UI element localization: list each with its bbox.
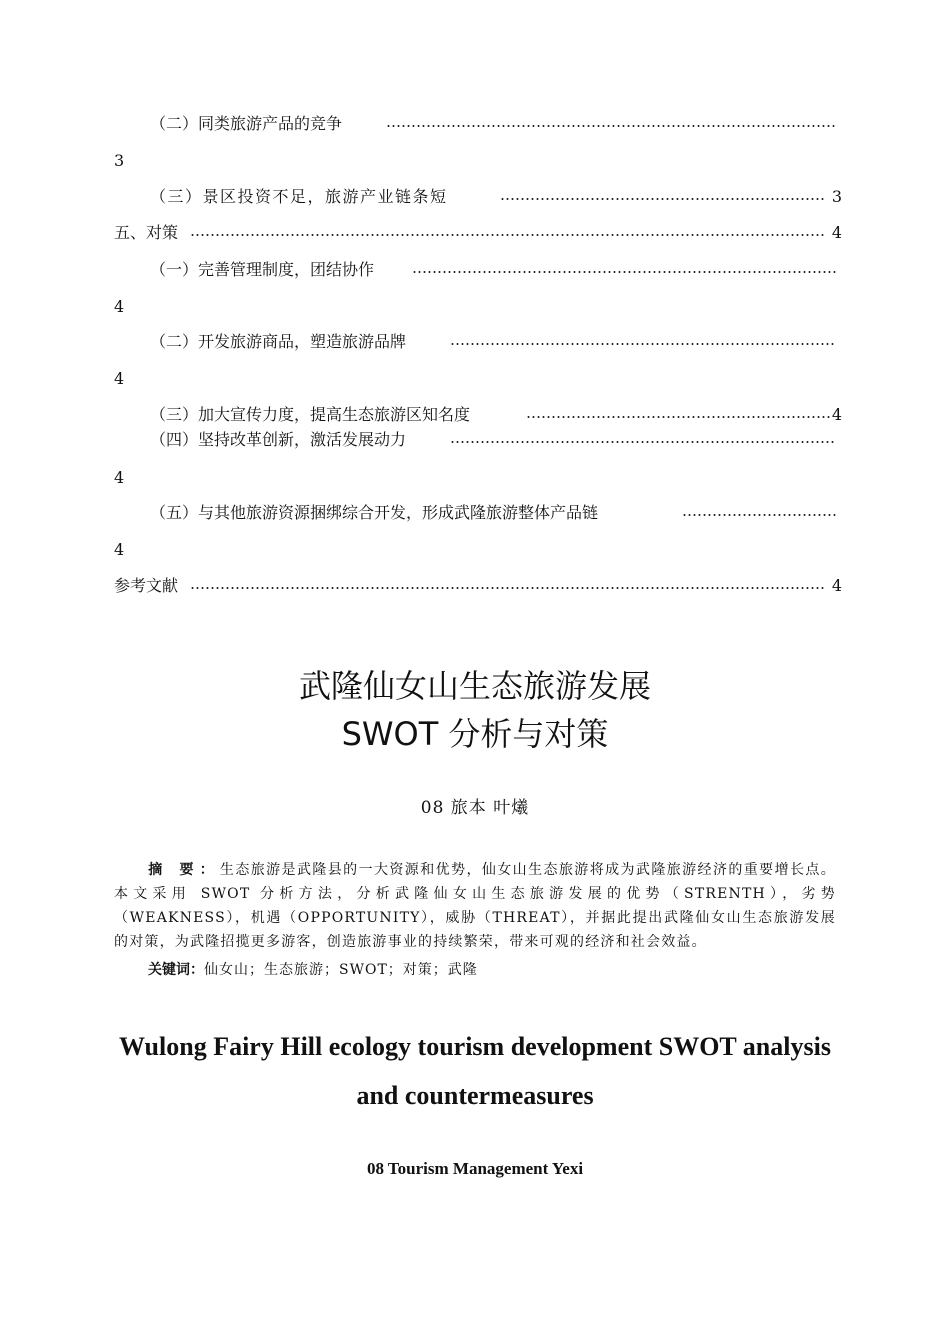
- abstract-zh: [114, 858, 836, 954]
- toc-entry-page: 4: [831, 405, 842, 424]
- paper-title-zh-line1: 武隆仙女山生态旅游发展: [298, 667, 651, 705]
- toc-entry[interactable]: [114, 222, 842, 244]
- toc-entry-page: 3: [114, 151, 125, 170]
- toc-entry-page: 4: [831, 576, 842, 595]
- toc-entry[interactable]: [150, 259, 836, 281]
- toc-leader-dots: [386, 113, 836, 135]
- toc-leader-dots: [450, 429, 836, 451]
- toc-leader-dots: [190, 575, 826, 597]
- toc-entry[interactable]: [150, 502, 836, 524]
- toc-entry[interactable]: [114, 575, 842, 597]
- toc-entry[interactable]: [150, 186, 842, 208]
- toc-entry-page: 3: [831, 187, 842, 206]
- keywords-text: 仙女山；生态旅游；SWOT；对策；武隆: [204, 962, 478, 978]
- toc-leader-dots: [526, 404, 830, 426]
- toc-entry-title: （三）加大宣传力度，提高生态旅游区知名度: [150, 405, 471, 424]
- toc-entry-page: 4: [831, 223, 842, 242]
- toc-entry-page: 4: [114, 540, 125, 559]
- toc-entry-title: （四）坚持改革创新，激活发展动力: [150, 430, 407, 449]
- toc-entry-title: （一）完善管理制度，团结协作: [150, 260, 375, 279]
- toc-entry-title: （五）与其他旅游资源捆绑综合开发，形成武隆旅游整体产品链: [150, 503, 599, 522]
- toc-entry-page: 4: [114, 468, 125, 487]
- paper-title-en-line2: and countermeasures: [356, 1081, 594, 1110]
- toc-entry-title: 五、对策: [114, 223, 179, 242]
- toc-leader-dots: [450, 331, 836, 353]
- toc-leader-dots: [682, 502, 836, 524]
- toc-entry-title: （三）景区投资不足，旅游产业链条短: [150, 187, 448, 206]
- toc-entry-page: 4: [114, 369, 125, 388]
- author-zh: 08 旅本 叶爔: [420, 798, 530, 818]
- paper-title-en-line1: Wulong Fairy Hill ecology tourism development SWOT analysis: [119, 1032, 831, 1061]
- toc-leader-dots: [412, 259, 836, 281]
- keywords-zh: [148, 958, 478, 982]
- toc-entry[interactable]: [150, 331, 836, 353]
- toc-entry-title: 参考文献: [114, 576, 179, 595]
- toc-entry[interactable]: [150, 113, 836, 135]
- toc-leader-dots: [190, 222, 826, 244]
- toc-entry-title: （二）开发旅游商品，塑造旅游品牌: [150, 332, 407, 351]
- toc-entry-page: 4: [114, 297, 125, 316]
- abstract-text: 生态旅游是武隆县的一大资源和优势，仙女山生态旅游将成为武隆旅游经济的重要增长点。本文采用 SWOT 分析方法，分析武隆仙女山生态旅游发展的优势（STRENTH），劣势（WEAKNESS），机遇（OPPORTUNITY），威胁（THREAT），并据此提出武隆仙女山生态旅游发展的对策，为武隆招揽更多游客，创造旅游事业的持续繁荣，带来可观的经济和社会效益。: [114, 862, 837, 950]
- toc-entry-title: （二）同类旅游产品的竞争: [150, 114, 343, 133]
- author-en: 08 Tourism Management Yexi: [366, 1159, 584, 1178]
- toc-leader-dots: [500, 186, 826, 208]
- keywords-label: 关键词：: [148, 962, 204, 978]
- paper-title-zh-line2: SWOT 分析与对策: [341, 715, 609, 753]
- toc-entry[interactable]: [150, 429, 836, 451]
- abstract-label: 摘 要：: [148, 862, 220, 878]
- toc-entry[interactable]: [150, 404, 842, 426]
